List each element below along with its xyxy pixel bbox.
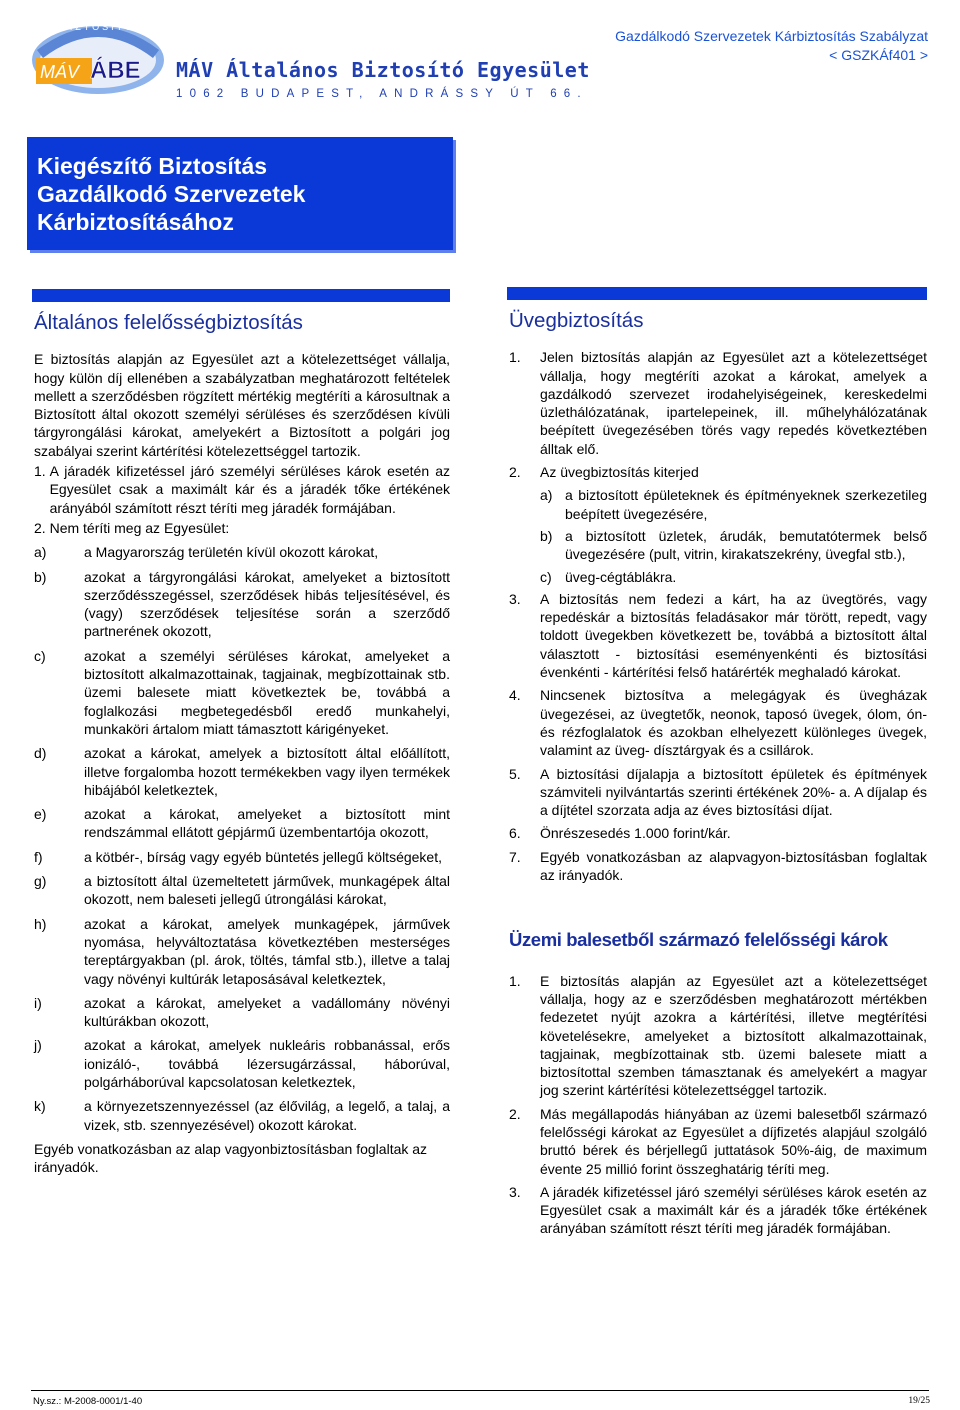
list-item xyxy=(34,744,450,799)
right-column xyxy=(509,287,927,1243)
mav-abe-logo xyxy=(28,14,176,100)
item-label: e) xyxy=(34,806,47,823)
item-label: 3. xyxy=(509,590,521,607)
item-text: a biztosított üzletek, árudák, bemutatótermek belső üvegezésére (pult, vitrin, kirakatszekrény, üvegfal stb.), xyxy=(565,527,927,563)
item-label: a) xyxy=(540,487,553,504)
item-label: i) xyxy=(34,994,42,1011)
banner-line-1: Kiegészítő Biztosítás xyxy=(37,153,268,179)
list-item xyxy=(509,765,927,820)
glass-sub-list xyxy=(509,486,927,585)
item-text: a Magyarország területén kívül okozott károkat, xyxy=(84,544,379,561)
item-text: a környezetszennyezéssel (az élővilág, a legelő, a talaj, a vizek, stb. szennyezésével) okozott károkat. xyxy=(84,1098,450,1133)
title-banner xyxy=(27,137,453,250)
item-text: Jelen biztosítás alapján az Egyesület azt a kötelezettséget vállalja, hogy megtéríti azokat a károkat, amelyek a gazdálkodó szervezet irodahelyiségeinek, kereskedelmi üzlethálózatának, ipartelepeinek, ill. műhelyhálózatának beépített üvegezésében törés vagy repedés következtében álltak elő. xyxy=(540,349,927,457)
item-label: 2. xyxy=(509,1105,521,1122)
list-item xyxy=(509,686,927,759)
item-text: azokat a károkat, amelyek munkagépek, járművek nyomása, helyváltoztatása következtében mesterséges tereptárgyakban (pl. árok, töltés, támfal stb.), illetve a talaj vagy növényi kultúrák letaposásával keletkeztek, xyxy=(84,915,450,987)
item-label: h) xyxy=(34,915,47,932)
section-title-liability: Általános felelősségbiztosítás xyxy=(34,311,303,334)
item-text: a biztosított által üzemeltetett járművek, munkagépek által okozott, nem baleseti jellegű útrongálási károkat, xyxy=(84,873,450,908)
item-label: 1. xyxy=(509,349,521,366)
item-label: c) xyxy=(34,647,46,664)
item-text: azokat a károkat, amelyek nukleáris robbanással, erős ionizáló-, továbbá lézersugárzással, háborúval, polgárháborúval kapcsolatosan keletkeztek, xyxy=(84,1037,450,1090)
document-code: < GSZKÁf401 > xyxy=(829,47,928,63)
item-label: 5. xyxy=(509,765,521,782)
item-text: A járadék kifizetéssel járó személyi sérüléses károk esetén az Egyesület csak a maximált kár és a járadék tőke értékének arányában számított részt téríti meg járadék formájában. xyxy=(540,1183,927,1237)
list-item xyxy=(509,972,927,1100)
item-label: f) xyxy=(34,848,43,865)
logo-abe-text: ÁBE xyxy=(90,57,141,84)
item-text: azokat a tárgyrongálási károkat, amelyeket a biztosított szerződésszegéssel, szerződések hibás teljesítésével, és (vagy) szerződések teljesítése során a szerződő partnerének okozott, xyxy=(84,568,450,640)
exclusion-list xyxy=(34,543,450,1134)
banner-line-3: Kárbiztosításához xyxy=(37,209,234,235)
list-item xyxy=(509,348,927,458)
section-title-accident: Üzemi balesetből származó felelősségi károk xyxy=(509,929,888,951)
logo-arc-text: BIZTOSÍTÓ xyxy=(60,22,136,32)
left-column xyxy=(34,289,450,1176)
item-text: E biztosítás alapján az Egyesület azt a kötelezettséget vállalja, hogy az e szerződésben meghatározott mértékben fedezetet nyújt azokra a kártérítési, illetve megtérítési követelésekre, amelyeket a biztosított alkalmazottainak, tagjainak, megbízottainak stb. üzemi balesete miatt a biztosítottal szemben támasztanak és amelyekért a magyar jog szerint kártérítési kötelezettséggel tartozik. xyxy=(540,972,927,1099)
company-address: 1062 BUDAPEST, ANDRÁSSY ÚT 66. xyxy=(176,88,588,100)
item-text: Más megállapodás hiányában az üzemi balesetből származó felelősségi károkat az Egyesület a díjfizetés alapjául szolgáló bruttó bérek és bérjellegű juttatások 50%-áig, de maximum évente 25 millió forint összeghatárig téríti meg. xyxy=(540,1105,927,1177)
item-label: a) xyxy=(34,544,47,561)
list-item xyxy=(509,463,927,481)
item-text: Az üvegbiztosítás kiterjed xyxy=(540,464,699,481)
item-label: k) xyxy=(34,1098,46,1115)
list-item xyxy=(509,1105,927,1178)
document-title-text: Gazdálkodó Szervezetek Kárbiztosítás Szabályzat xyxy=(615,28,928,44)
item-text: azokat a károkat, amelyeket a biztosított mint rendszámmal ellátott gépjármű üzembentartója okozott, xyxy=(84,806,450,841)
list-item xyxy=(34,915,450,988)
item-number: 1. xyxy=(34,463,46,480)
item-text: Egyéb vonatkozásban az alapvagyon-biztosításban foglaltak az irányadók. xyxy=(540,848,927,884)
list-item xyxy=(34,1097,450,1134)
section-title-glass: Üvegbiztosítás xyxy=(509,309,644,332)
item-label: j) xyxy=(34,1037,42,1054)
item-label: 2. xyxy=(509,464,521,481)
item-text: a kötbér-, bírság vagy egyéb büntetés jellegű költségeket, xyxy=(84,848,442,865)
item-text: azokat a károkat, amelyek a biztosított által előállított, illetve forgalomba hozott termékekben vagy ilyen termékek hibájából keletkeztek, xyxy=(84,745,450,798)
section-bar xyxy=(32,289,450,302)
liability-closing: Egyéb vonatkozásban az alap vagyonbiztosításban foglaltak az irányadók. xyxy=(34,1140,428,1176)
item-label: c) xyxy=(540,568,552,585)
item-label: 3. xyxy=(509,1183,521,1200)
item-label: b) xyxy=(540,527,553,544)
section-bar xyxy=(507,287,927,300)
glass-list-b xyxy=(509,590,927,884)
list-item xyxy=(34,1036,450,1091)
footer-reference: Ny.sz.: M-2008-0001/1-40 xyxy=(33,1396,143,1407)
banner-title xyxy=(37,152,305,236)
item-label: g) xyxy=(34,873,47,890)
list-item xyxy=(34,543,450,561)
list-item xyxy=(34,519,450,537)
item-label: 6. xyxy=(509,825,521,842)
list-item xyxy=(540,568,927,586)
item-text: üveg-cégtáblákra. xyxy=(565,568,677,585)
item-text: a biztosított épületeknek és építményeknek szerkezetileg beépített üvegezésére, xyxy=(565,487,927,522)
list-item xyxy=(34,848,450,866)
liability-intro: E biztosítás alapján az Egyesület azt a kötelezettséget vállalja, hogy külön díj ellenében a szabályzatban meghatározott feltételek mellett a szerződésben rögzített mértékig megtéríti a károsultnak a Biztosított által okozott személyi sérüléses és szerződésen kívüli tárgyrongálási károkat, amelyekért a Biztosított a polgári jog szabályai szerint kártérítési kötelezettséggel tartozik. xyxy=(34,351,450,459)
item-label: b) xyxy=(34,568,47,585)
list-item xyxy=(540,527,927,564)
list-item xyxy=(509,590,927,681)
item-label: 4. xyxy=(509,687,521,704)
item-text: A biztosítási díjalapja a biztosított épületek és építmények számviteli nyilvántartás szerinti értékének 20%- a. A díjalap és a díjtétel szorzata adja az éves biztosítási díjat. xyxy=(540,765,927,819)
list-item xyxy=(509,848,927,885)
list-item xyxy=(509,824,927,842)
item-label: 1. xyxy=(509,972,521,989)
company-name: MÁV Általános Biztosító Egyesület xyxy=(176,58,590,82)
item-text: A biztosítás nem fedezi a kárt, ha az üvegtörés, vagy repedéskár a biztosítás feladásakor már törött, repedt, vagy toldott üvegekben következett be, továbbá a biztosított által választott - biztosítási eseményenkénti és biztosítási évenkénti - kártérítési felső határérték meghaladó károkat. xyxy=(540,590,927,681)
item-label: 7. xyxy=(509,848,521,865)
item-label: d) xyxy=(34,745,47,762)
list-item xyxy=(34,568,450,641)
item-text: Nincsenek biztosítva a melegágyak és üvegházak üvegezései, az üvegtetők, neonok, taposó üvegek, ólom, ón- és rézfoglalatok és azokban elhelyezett különleges üvegek, valamint az üveg- dísztárgyak és a csillárok. xyxy=(540,687,927,759)
page-number: 19/25 xyxy=(908,1396,930,1406)
list-item xyxy=(34,647,450,738)
list-item xyxy=(34,872,450,909)
logo-mav-text: MÁV xyxy=(40,62,80,82)
item-text: Önrészesedés 1.000 forint/kár. xyxy=(540,825,731,842)
item-text: azokat a károkat, amelyeket a vadállomány növényi kultúrákban okozott, xyxy=(84,994,450,1030)
page-header xyxy=(0,0,960,110)
item-number: 2. xyxy=(34,519,46,536)
glass-list-a xyxy=(509,348,927,481)
list-item xyxy=(34,462,450,517)
document-title xyxy=(615,27,928,65)
list-item xyxy=(34,994,450,1031)
footer-divider xyxy=(31,1390,929,1391)
item-text: azokat a személyi sérüléses károkat, amelyeket a biztosított alkalmazottainak, tagjainak, megbízottainak stb. üzemi balesete miatt következtek be, továbbá a foglalkozási megbetegedésből eredő munkahelyi, munkaköri ártalom miatt támasztott kárigényeket. xyxy=(84,647,450,737)
list-item xyxy=(34,805,450,842)
item-text: A járadék kifizetéssel járó személyi sérüléses károk esetén az Egyesület csak a maximált kár és a járadék tőke értékének arányából számított részt téríti meg járadék formájában. xyxy=(49,463,450,516)
accident-list xyxy=(509,972,927,1238)
list-item xyxy=(509,1183,927,1238)
banner-line-2: Gazdálkodó Szervezetek xyxy=(37,181,306,207)
item-text: Nem téríti meg az Egyesület: xyxy=(49,519,230,536)
list-item xyxy=(540,486,927,523)
